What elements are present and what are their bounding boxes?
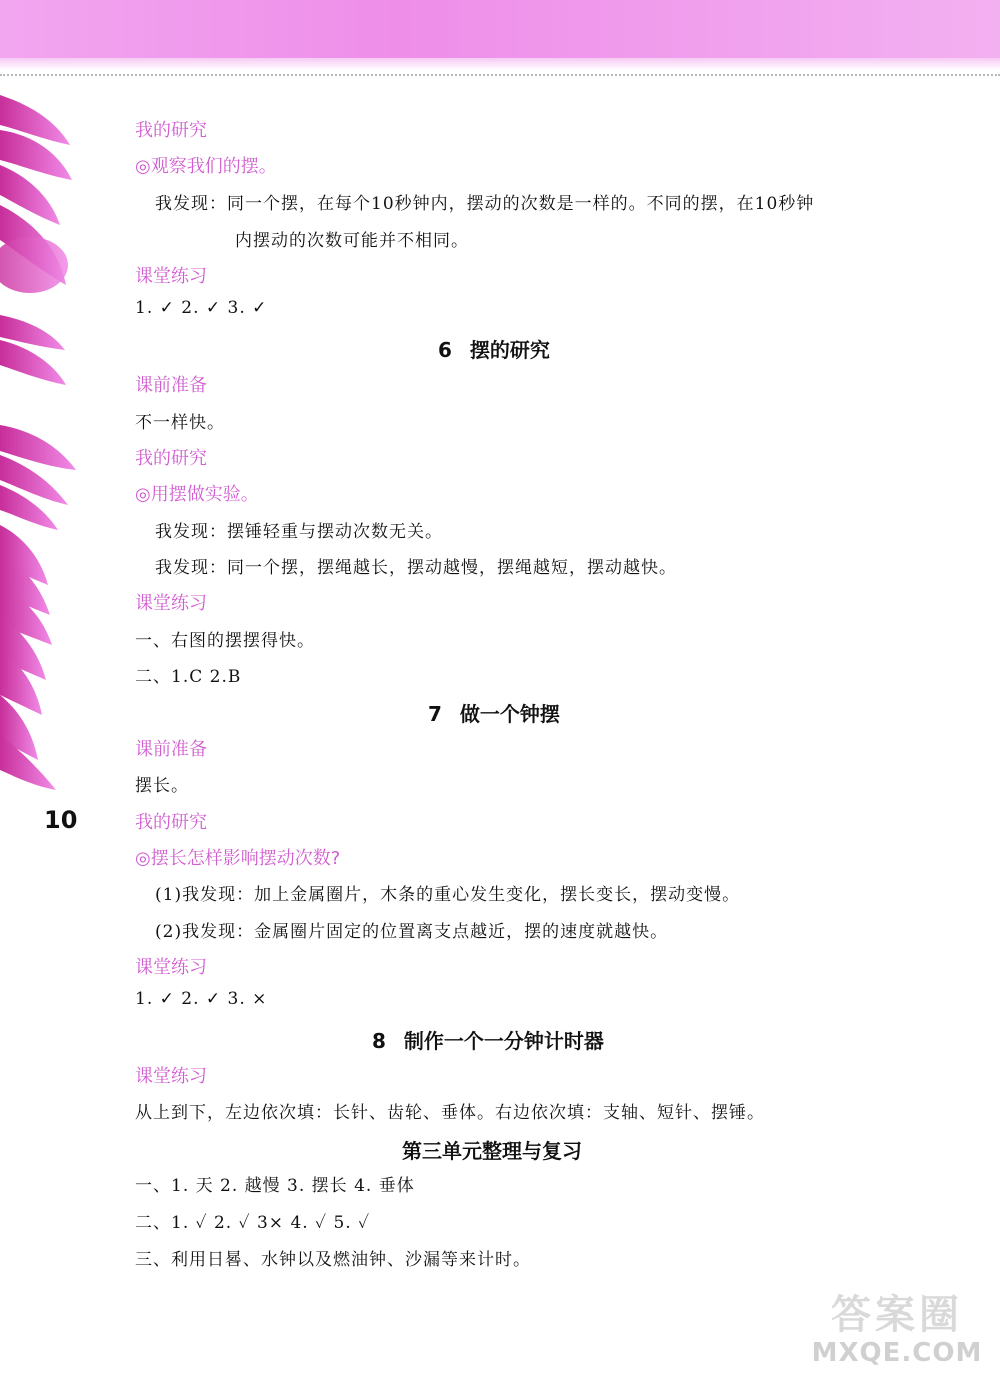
answer-line: 不一样快。 xyxy=(135,413,225,433)
lesson-title: 摆的研究 xyxy=(469,338,550,362)
answer-line: 内摆动的次数可能并不相同。 xyxy=(235,231,469,251)
page-number: 10 xyxy=(44,806,78,834)
section-label: 课堂练习 xyxy=(135,1066,207,1087)
answer-line: 一、1. 天 2. 越慢 3. 摆长 4. 垂体 xyxy=(135,1176,415,1196)
answer-line: 我发现：摆锤轻重与摆动次数无关。 xyxy=(155,522,443,542)
watermark-url: MXQE.COM xyxy=(811,1338,983,1368)
unit-review-title: 第三单元整理与复习 xyxy=(402,1139,582,1163)
lesson-number: 8 xyxy=(372,1029,386,1053)
lesson-heading xyxy=(372,1025,604,1054)
lesson-title: 制作一个一分钟计时器 xyxy=(403,1029,604,1053)
answer-line: 二、1. ✓ 2. ✓ 3× 4. ✓ 5. ✓ xyxy=(135,1213,371,1233)
watermark-logo-text: 答案圈 xyxy=(831,1292,963,1338)
lesson-heading xyxy=(428,698,560,727)
site-watermark xyxy=(802,1292,992,1378)
lesson-number: 6 xyxy=(438,338,452,362)
section-bullet: ◎用摆做实验。 xyxy=(135,484,259,505)
answer-line: 摆长。 xyxy=(135,776,189,796)
section-bullet: ◎摆长怎样影响摆动次数? xyxy=(135,848,341,869)
answer-line: (2)我发现：金属圈片固定的位置离支点越近，摆的速度就越快。 xyxy=(155,922,669,942)
answer-line: 从上到下，左边依次填：长针、齿轮、垂体。右边依次填：支轴、短针、摆锤。 xyxy=(135,1103,765,1123)
answer-line: (1)我发现：加上金属圈片，木条的重心发生变化，摆长变长，摆动变慢。 xyxy=(155,885,741,905)
section-label: 我的研究 xyxy=(135,120,207,141)
answer-line: 1. ✓ 2. ✓ 3. ✓ xyxy=(135,298,268,318)
answer-line: 一、右图的摆摆得快。 xyxy=(135,631,315,651)
answer-line: 1. ✓ 2. ✓ 3. × xyxy=(135,989,268,1009)
section-label: 课前准备 xyxy=(135,739,207,760)
section-label: 我的研究 xyxy=(135,812,207,833)
section-label: 课前准备 xyxy=(135,375,207,396)
answer-line: 我发现：同一个摆，摆绳越长，摆动越慢，摆绳越短，摆动越快。 xyxy=(155,558,677,578)
answer-line: 二、1.C 2.B xyxy=(135,667,242,687)
section-label: 课堂练习 xyxy=(135,266,207,287)
lesson-number: 7 xyxy=(428,702,442,726)
lesson-title: 做一个钟摆 xyxy=(459,702,560,726)
lesson-heading xyxy=(438,334,550,363)
section-label: 我的研究 xyxy=(135,448,207,469)
section-bullet: ◎观察我们的摆。 xyxy=(135,156,277,177)
answer-line: 我发现：同一个摆，在每个10秒钟内，摆动的次数是一样的。不同的摆，在10秒钟 xyxy=(155,194,815,214)
unit-review-heading xyxy=(402,1135,582,1164)
answer-line: 三、利用日晷、水钟以及燃油钟、沙漏等来计时。 xyxy=(135,1250,531,1270)
section-label: 课堂练习 xyxy=(135,593,207,614)
section-label: 课堂练习 xyxy=(135,957,207,978)
